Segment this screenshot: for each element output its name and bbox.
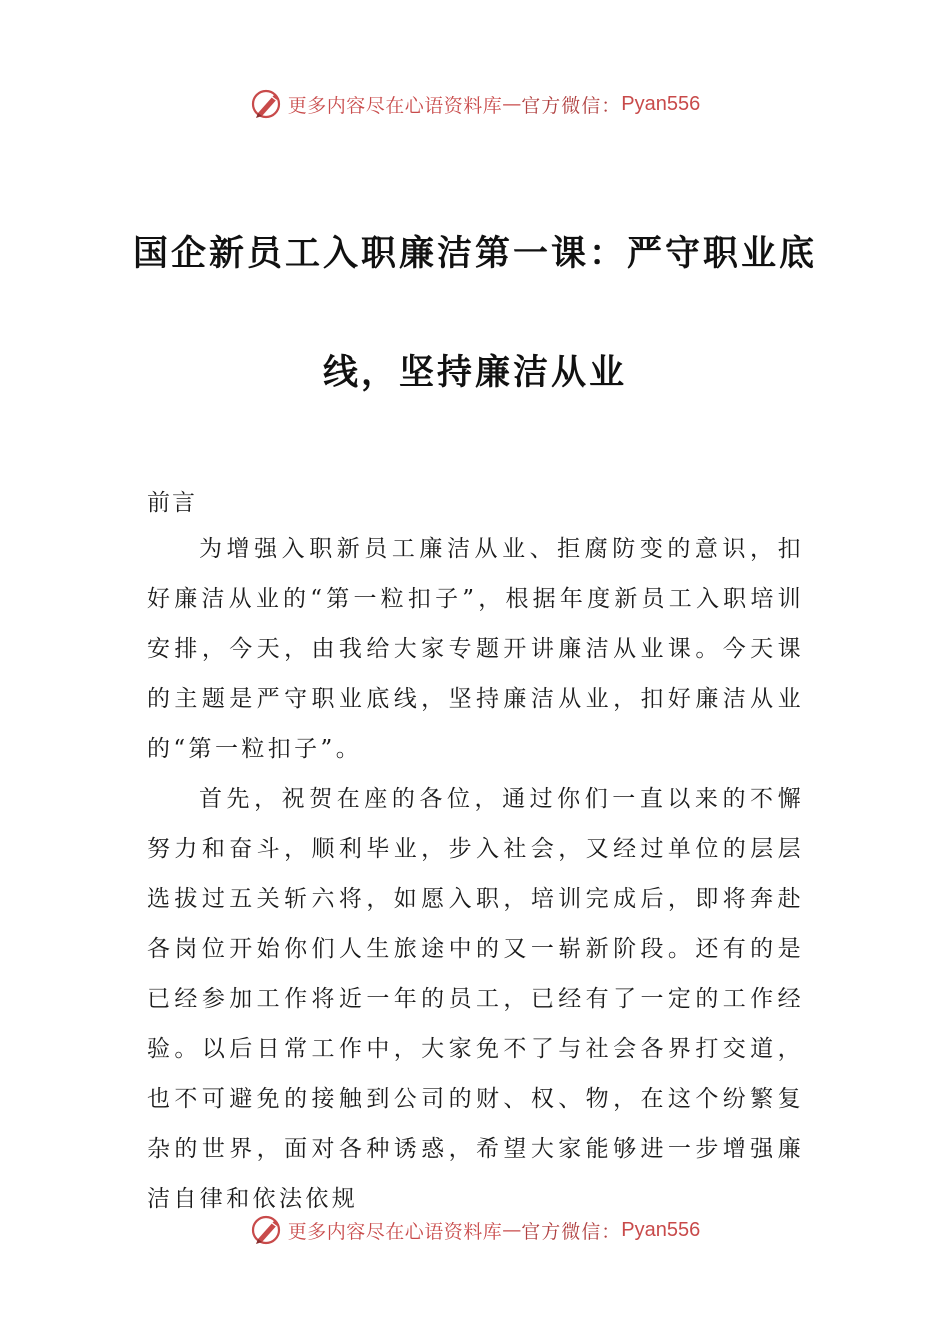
watermark-wechat-id: Pyan556 xyxy=(621,92,701,115)
body-paragraph: 为增强入职新员工廉洁从业、拒腐防变的意识，扣好廉洁从业的“第一粒扣子”，根据年度新员工入职培训安排，今天，由我给大家专题开讲廉洁从业课。今天课的主题是严守职业底线，坚持廉洁从业，扣好廉洁从业的“第一粒扣子”。 xyxy=(147,536,804,762)
footer-watermark-banner xyxy=(0,1210,950,1250)
body-paragraph: 首先，祝贺在座的各位，通过你们一直以来的不懈努力和奋斗，顺利毕业，步入社会，又经过单位的层层选拔过五关斩六将，如愿入职，培训完成后，即将奔赴各岗位开始你们人生旅途中的又一崭新阶段。还有的是已经参加工作将近一年的员工，已经有了一定的工作经验。以后日常工作中，大家免不了与社会各界打交道，也不可避免的接触到公司的财、权、物，在这个纷繁复杂的世界，面对各种诱惑，希望大家能够进一步增强廉洁自律和依法依规 xyxy=(147,786,804,1212)
watermark-wechat-id: Pyan556 xyxy=(621,1218,701,1241)
header-watermark-banner xyxy=(0,84,950,124)
watermark-brand: 更多内容尽在心语资料库 xyxy=(287,94,503,117)
section-heading: 前言 xyxy=(147,490,197,516)
pen-logo-icon xyxy=(250,1213,284,1247)
watermark-label: 官方微信： xyxy=(521,94,622,117)
document-title-line-1: 国企新员工入职廉洁第一课：严守职业底 xyxy=(132,234,817,274)
pen-logo-icon xyxy=(250,87,284,121)
watermark-separator: — xyxy=(502,1219,522,1241)
watermark-separator: — xyxy=(502,93,522,115)
document-title-line-2: 线，坚持廉洁从业 xyxy=(322,353,627,393)
watermark-brand: 更多内容尽在心语资料库 xyxy=(287,1220,503,1243)
watermark-label: 官方微信： xyxy=(521,1220,622,1243)
